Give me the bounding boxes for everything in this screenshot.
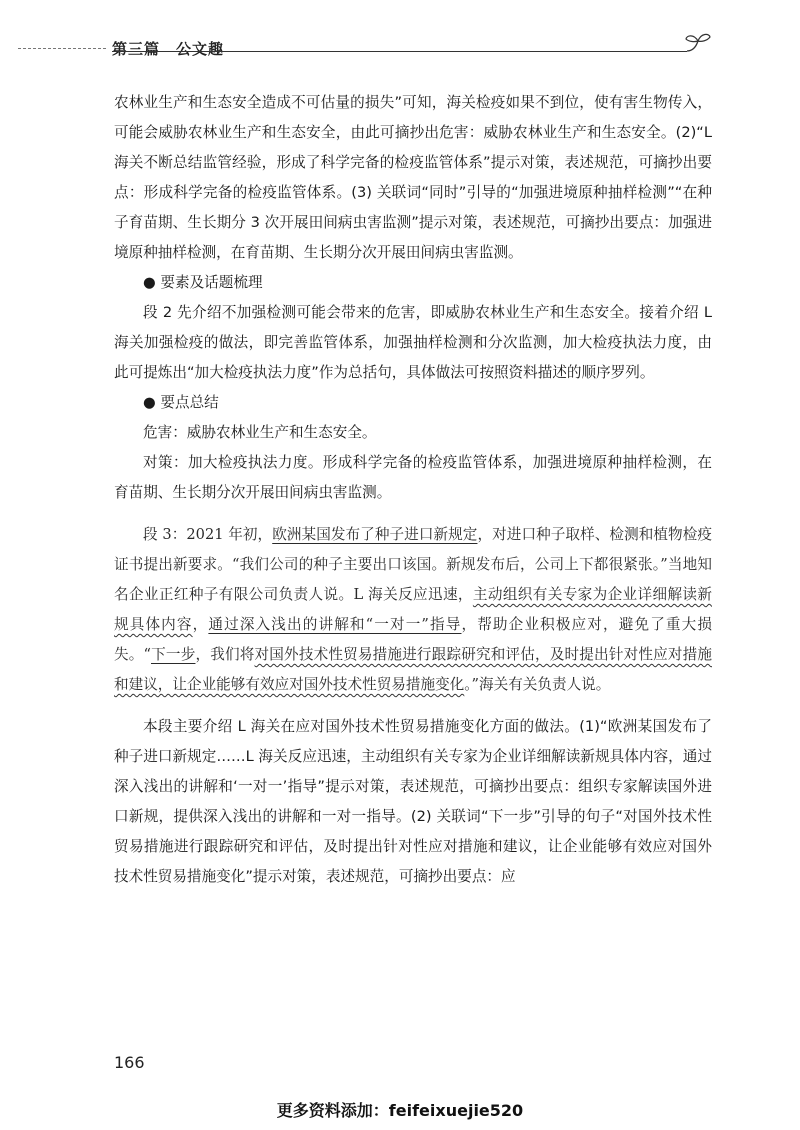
analysis-paragraph-3: 本段主要介绍 L 海关在应对国外技术性贸易措施变化方面的做法。(1)“欧洲某国发布了种子进口新规定……L 海关反应迅速，主动组织有关专家为企业详细解读新规具体内容，通过深入浅出的讲解和‘一对一’指导”提示对策，表述规范，可摘抄出要点：组织专家解读国外进口新规，提供深入浅出的讲解和一对一指导。(2) 关联词“下一步”引导的句子“对国外技术性贸易措施进行跟踪研究和评估，及时提出针对性应对措施和建议，让企业能够有效应对国外技术性贸易措施变化”提示对策，表述规范，可摘抄出要点：应 [114, 718, 712, 885]
bullet-icon: ● [143, 274, 156, 291]
section-heading-elements: ● 要素及话题梳理 [143, 274, 263, 291]
header-dotted-line [18, 48, 106, 49]
spacer [114, 508, 712, 520]
underlined-phrase: 欧洲某国发布了种子进口新规定 [272, 526, 478, 543]
bullet-icon: ● [143, 394, 156, 411]
chapter-title: 第三篇 公文趣 [112, 40, 225, 58]
page-header [0, 26, 800, 66]
analysis-paragraph: 农林业生产和生态安全造成不可估量的损失”可知，海关检疫如果不到位，使有害生物传入，可能会威胁农林业生产和生态安全，由此可摘抄出危害：威胁农林业生产和生态安全。(2)“L 海关不断总结监管经验，形成了科学完备的检疫监管体系”提示对策，表述规范，可摘抄出要点：形成科学完备的检疫监管体系。(3) 关联词“同时”引导的“加强进境原种抽样检测”“在种子育苗期、生长期分 3 次开展田间病虫害监测”提示对策，表述规范，可摘抄出要点：加强进境原种抽样检测，在育苗期、生长期分次开展田间病虫害监测。 [114, 94, 712, 261]
wavy-underlined-phrase: 对国外技术性贸易措施进行跟踪研究和评估，及时提出针对性应对措施和建议，让企业能够有效应对国外技术性贸易措施变化 [114, 646, 712, 693]
header-rule [112, 51, 687, 52]
underlined-phrase: 下一步 [151, 646, 196, 663]
spacer [114, 700, 712, 712]
summary-measure: 对策：加大检疫执法力度。形成科学完备的检疫监管体系，加强进境原种抽样检测，在育苗期、生长期分次开展田间病虫害监测。 [114, 454, 712, 501]
footer-note: 更多资料添加：feifeixuejie520 [276, 1101, 524, 1120]
case-paragraph-3: 段 3：2021 年初，欧洲某国发布了种子进口新规定，对进口种子取样、检测和植物检疫证书提出新要求。“我们公司的种子主要出口该国。新规发布后，公司上下都很紧张。”当地知名企业正红种子有限公司负责人说。L 海关反应迅速，主动组织有关专家为企业详细解读新规具体内容，通过深入浅出的讲解和“一对一”指导，帮助企业积极应对，避免了重大损失。“下一步，我们将对国外技术性贸易措施进行跟踪研究和评估，及时提出针对性应对措施和建议，让企业能够有效应对国外技术性贸易措施变化。”海关有关负责人说。 [114, 526, 712, 693]
summary-harm: 危害：威胁农林业生产和生态安全。 [143, 424, 377, 441]
section-heading-summary: ● 要点总结 [143, 394, 219, 411]
elements-paragraph: 段 2 先介绍不加强检测可能会带来的危害，即威胁农林业生产和生态安全。接着介绍 L 海关加强检疫的做法，即完善监管体系，加强抽样检测和分次监测，加大检疫执法力度，由此可提炼出“加大检疫执法力度”作为总括句，具体做法可按照资料描述的顺序罗列。 [114, 304, 712, 381]
sprout-icon [683, 30, 713, 54]
page-number: 166 [114, 1053, 145, 1072]
wavy-underlined-phrase: 主动组织有关专家为企业详细解读新规具体内容 [114, 586, 712, 633]
underlined-phrase: 通过深入浅出的讲解和“一对一”指导 [208, 616, 462, 633]
page-body [114, 88, 712, 892]
